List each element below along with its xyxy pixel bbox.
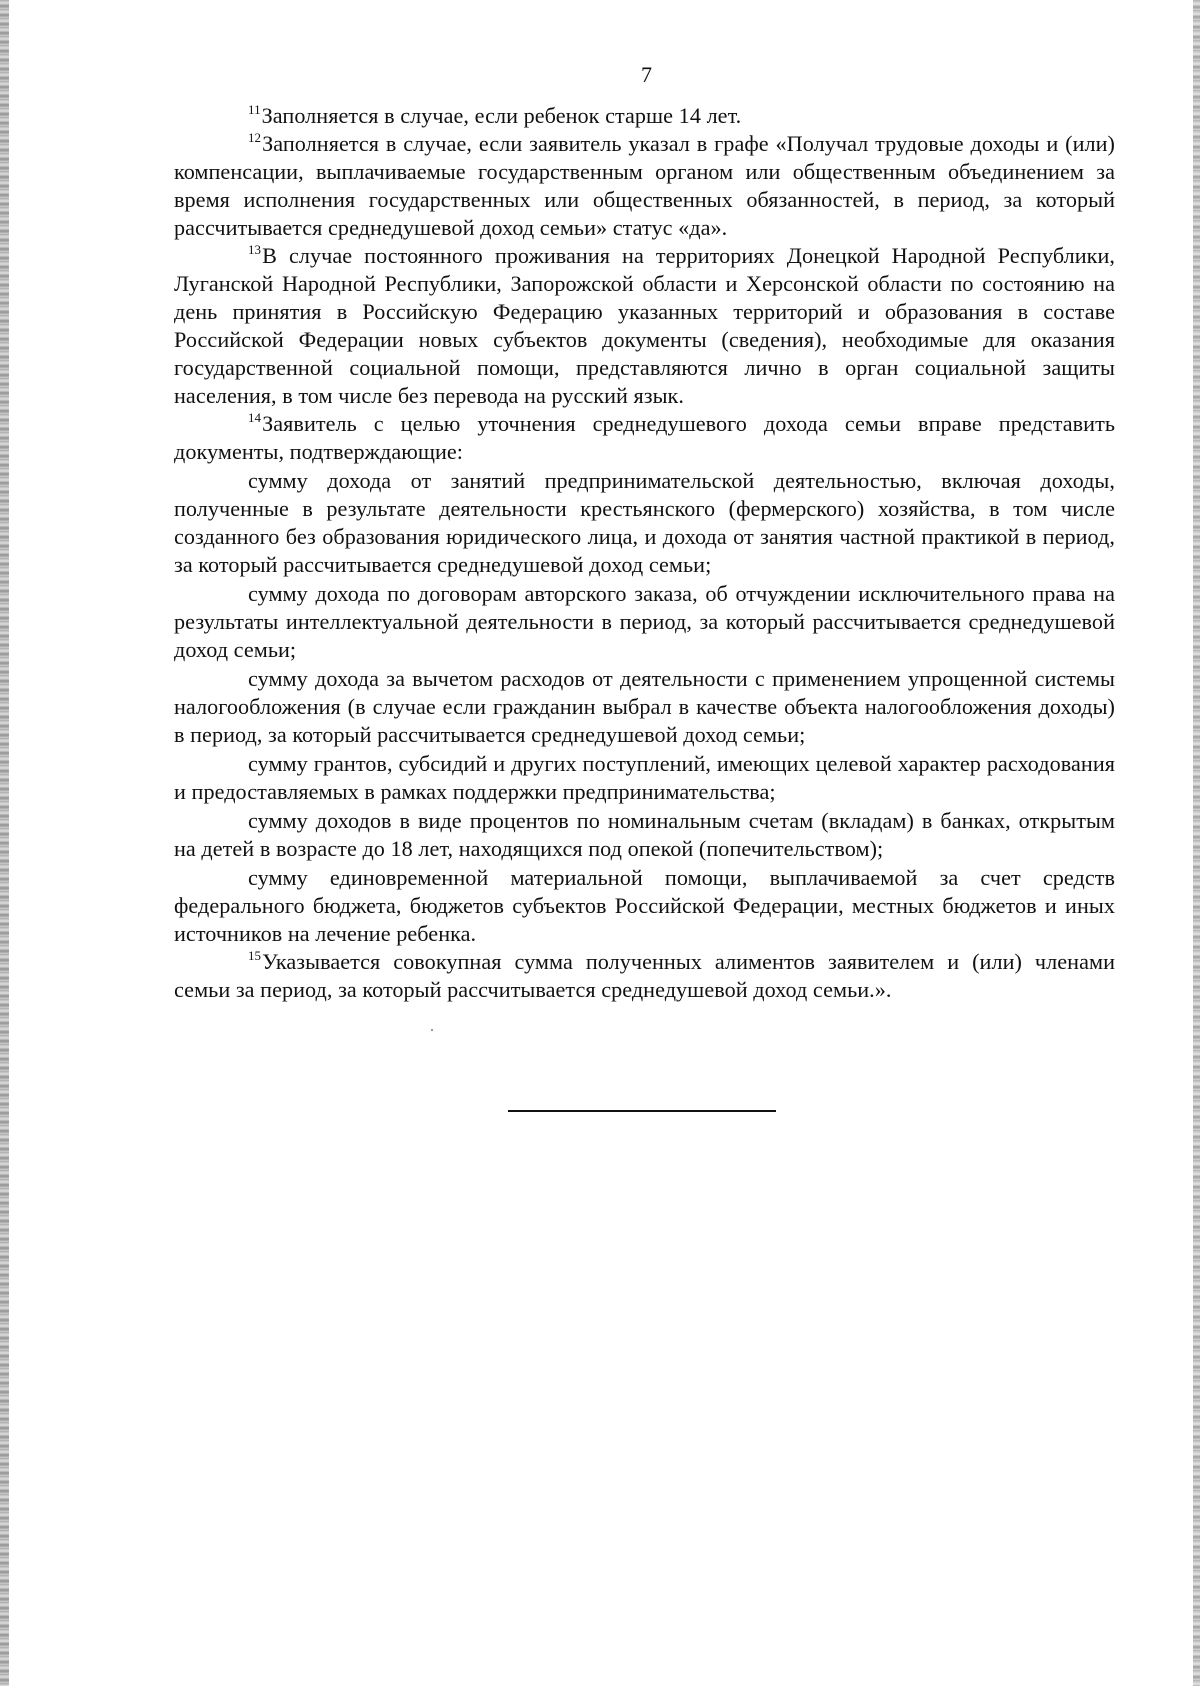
footnote-13 bbox=[174, 242, 1115, 410]
footnote-14-item-6: сумму единовременной материальной помощи, выплачиваемой за счет средств федерального бюджета, бюджетов субъектов Российской Федерации, местных бюджетов и иных источников на лечение ребенка. bbox=[174, 865, 1115, 946]
footnote-marker: 13 bbox=[248, 242, 262, 257]
footnote-marker: 14 bbox=[248, 410, 262, 425]
footnote-marker: 11 bbox=[248, 102, 261, 117]
scan-edge-left bbox=[0, 0, 9, 1686]
footnote-14-item-1: сумму дохода от занятий предпринимательской деятельностью, включая доходы, полученные в результате деятельности крестьянского (фермерского) хозяйства, в том числе созданного без образования юридического лица, и дохода от занятия частной практикой в период, за который рассчитывается среднедушевой доход семьи; bbox=[174, 468, 1115, 577]
end-of-document-rule bbox=[508, 1110, 776, 1112]
footnote-14-item-4: сумму грантов, субсидий и других поступлений, имеющих целевой характер расходования и предоставляемых в рамках поддержки предпринимательства; bbox=[174, 751, 1115, 804]
scan-speck bbox=[431, 1029, 433, 1031]
footnote-14-item-5: сумму доходов в виде процентов по номинальным счетам (вкладам) в банках, открытым на детей в возрасте до 18 лет, находящихся под опекой (попечительством); bbox=[174, 808, 1115, 861]
footnotes-body bbox=[174, 102, 1115, 1004]
footnote-15 bbox=[174, 948, 1115, 1004]
footnote-text: Заполняется в случае, если заявитель указал в графе «Получал трудовые доходы и (или) компенсации, выплачиваемые государственным органом или общественным объединением за время исполнения государственных или общественных обязанностей, в период, за который рассчитывается среднедушевой доход семьи» статус «да». bbox=[174, 131, 1115, 240]
footnote-text: Указывается совокупная сумма полученных алиментов заявителем и (или) членами семьи за период, за который рассчитывается среднедушевой доход семьи.». bbox=[174, 949, 1115, 1002]
footnote-11 bbox=[174, 102, 1115, 130]
footnote-text: Заявитель с целью уточнения среднедушевого дохода семьи вправе представить документы, подтверждающие: bbox=[174, 411, 1115, 464]
scan-edge-right bbox=[1193, 0, 1200, 1686]
footnote-14-item-3: сумму дохода за вычетом расходов от деятельности с применением упрощенной системы налогообложения (в случае если гражданин выбрал в качестве объекта налогообложения доходы) в период, за который рассчитывается среднедушевой доход семьи; bbox=[174, 666, 1115, 747]
footnote-14-item-2: сумму дохода по договорам авторского заказа, об отчуждении исключительного права на результаты интеллектуальной деятельности в период, за который рассчитывается среднедушевой доход семьи; bbox=[174, 581, 1115, 662]
footnote-marker: 12 bbox=[248, 130, 262, 145]
footnote-text: В случае постоянного проживания на территориях Донецкой Народной Республики, Луганской Народной Республики, Запорожской области и Херсонской области по состоянию на день принятия в Российскую Федерацию указанных территорий и образования в составе Российской Федерации новых субъектов документы (сведения), необходимые для оказания государственной социальной помощи, представляются лично в орган социальной защиты населения, в том числе без перевода на русский язык. bbox=[174, 243, 1115, 408]
footnote-12 bbox=[174, 130, 1115, 242]
footnote-14 bbox=[174, 410, 1115, 466]
footnote-marker: 15 bbox=[248, 948, 262, 963]
page-number: 7 bbox=[641, 62, 652, 87]
footnote-text: Заполняется в случае, если ребенок старше 14 лет. bbox=[261, 103, 742, 128]
